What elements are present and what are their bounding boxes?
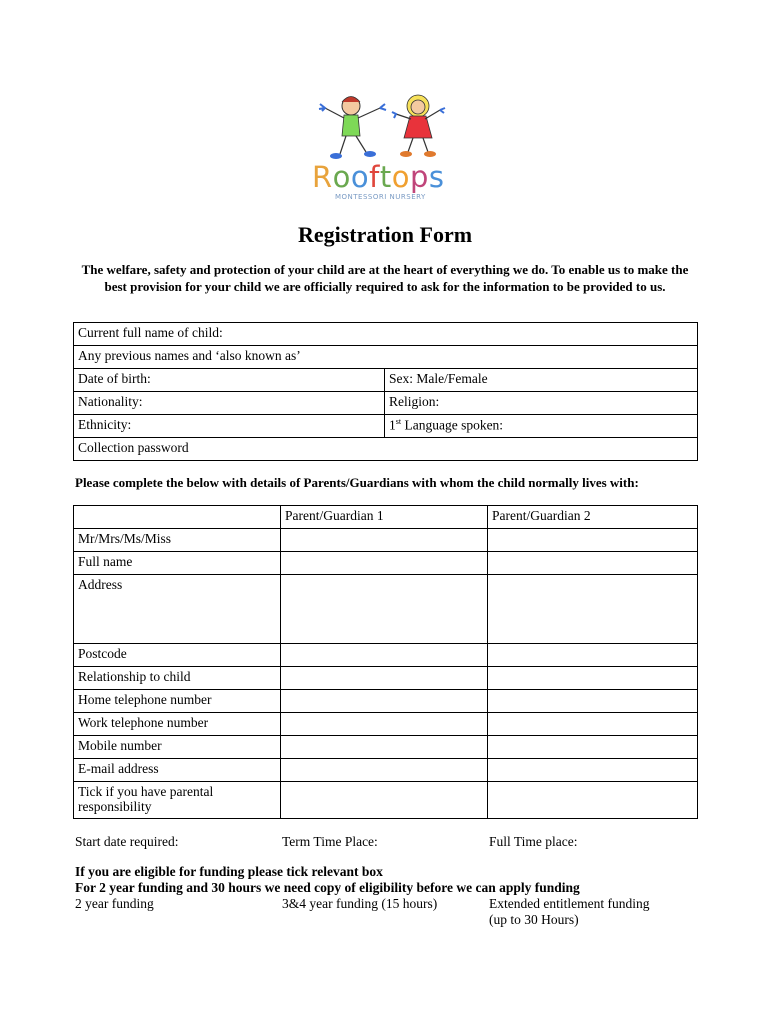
collection-password-field[interactable]: Collection password [74, 438, 698, 461]
brand-letter: p [410, 160, 429, 194]
previous-names-field[interactable]: Any previous names and ‘also known as’ [74, 346, 698, 369]
funding-option-2yr[interactable]: 2 year funding [75, 896, 154, 911]
language-sup: st [395, 417, 402, 426]
ethnicity-field[interactable]: Ethnicity: [74, 415, 385, 438]
brand-name [312, 160, 445, 194]
brand-letter: R [312, 160, 333, 194]
funding-option-3-4yr[interactable]: 3&4 year funding (15 hours) [282, 896, 438, 911]
parent2-responsibility-checkbox[interactable] [488, 782, 698, 819]
parents-heading: Please complete the below with details of Parents/Guardians with whom the child normally lives with: [75, 475, 639, 490]
parent2-email-field[interactable] [488, 759, 698, 782]
funding-note: For 2 year funding and 30 hours we need copy of eligibility before we can apply funding [75, 880, 580, 895]
tick-label-line1: Tick if you have parental [78, 784, 214, 799]
language-field[interactable] [385, 415, 698, 438]
language-prefix: 1 [389, 417, 396, 433]
child-details-table [73, 322, 698, 461]
page-title: Registration Form [297, 222, 473, 247]
parent2-postcode-field[interactable] [488, 644, 698, 667]
brand-letter: o [391, 160, 410, 194]
girl-figure-icon [392, 95, 445, 157]
brand-letter: o [332, 160, 351, 194]
language-label: Language spoken: [401, 417, 504, 433]
row-label-home-phone: Home telephone number [74, 690, 281, 713]
funding-option-extended[interactable]: Extended entitlement funding [489, 896, 650, 911]
start-date-label[interactable]: Start date required: [75, 834, 179, 849]
parent1-responsibility-checkbox[interactable] [281, 782, 488, 819]
child-name-field[interactable]: Current full name of child: [74, 323, 698, 346]
row-label-fullname: Full name [74, 552, 281, 575]
parents-table [73, 505, 698, 819]
brand-letter: s [428, 160, 445, 194]
parent2-title-field[interactable] [488, 529, 698, 552]
dob-field[interactable]: Date of birth: [74, 369, 385, 392]
parent1-header: Parent/Guardian 1 [281, 506, 488, 529]
nationality-field[interactable]: Nationality: [74, 392, 385, 415]
row-label-email: E-mail address [74, 759, 281, 782]
parent2-relationship-field[interactable] [488, 667, 698, 690]
brand-letter: f [369, 160, 380, 194]
row-label-mobile: Mobile number [74, 736, 281, 759]
parent1-email-field[interactable] [281, 759, 488, 782]
parent1-relationship-field[interactable] [281, 667, 488, 690]
parent2-fullname-field[interactable] [488, 552, 698, 575]
brand-letter: o [350, 160, 370, 194]
parent1-home-phone-field[interactable] [281, 690, 488, 713]
parent2-home-phone-field[interactable] [488, 690, 698, 713]
term-time-label[interactable]: Term Time Place: [282, 834, 378, 849]
funding-heading: If you are eligible for funding please tick relevant box [75, 864, 383, 879]
parent2-work-phone-field[interactable] [488, 713, 698, 736]
intro-text: The welfare, safety and protection of your child are at the heart of everything we do. To enable us to make the best provision for your child we are officially required to ask for the information to be provided to us. [81, 262, 689, 294]
tick-label-line2: responsibility [78, 799, 152, 814]
row-label-address: Address [74, 575, 281, 644]
parent2-address-field[interactable] [488, 575, 698, 644]
parent1-work-phone-field[interactable] [281, 713, 488, 736]
parent1-postcode-field[interactable] [281, 644, 488, 667]
parents-header-blank [74, 506, 281, 529]
religion-field[interactable]: Religion: [385, 392, 698, 415]
parent2-mobile-field[interactable] [488, 736, 698, 759]
brand-subtitle: MONTESSORI NURSERY [335, 193, 426, 201]
brand-letter: t [379, 160, 392, 194]
parent2-header: Parent/Guardian 2 [488, 506, 698, 529]
parent1-mobile-field[interactable] [281, 736, 488, 759]
parent1-address-field[interactable] [281, 575, 488, 644]
parent1-fullname-field[interactable] [281, 552, 488, 575]
funding-option-extended-note: (up to 30 Hours) [489, 912, 579, 927]
row-label-parental-responsibility [74, 782, 281, 819]
boy-figure-icon [319, 97, 386, 160]
row-label-title: Mr/Mrs/Ms/Miss [74, 529, 281, 552]
row-label-relationship: Relationship to child [74, 667, 281, 690]
parent1-title-field[interactable] [281, 529, 488, 552]
sex-field[interactable]: Sex: Male/Female [385, 369, 698, 392]
full-time-label[interactable]: Full Time place: [489, 834, 578, 849]
row-label-postcode: Postcode [74, 644, 281, 667]
row-label-work-phone: Work telephone number [74, 713, 281, 736]
